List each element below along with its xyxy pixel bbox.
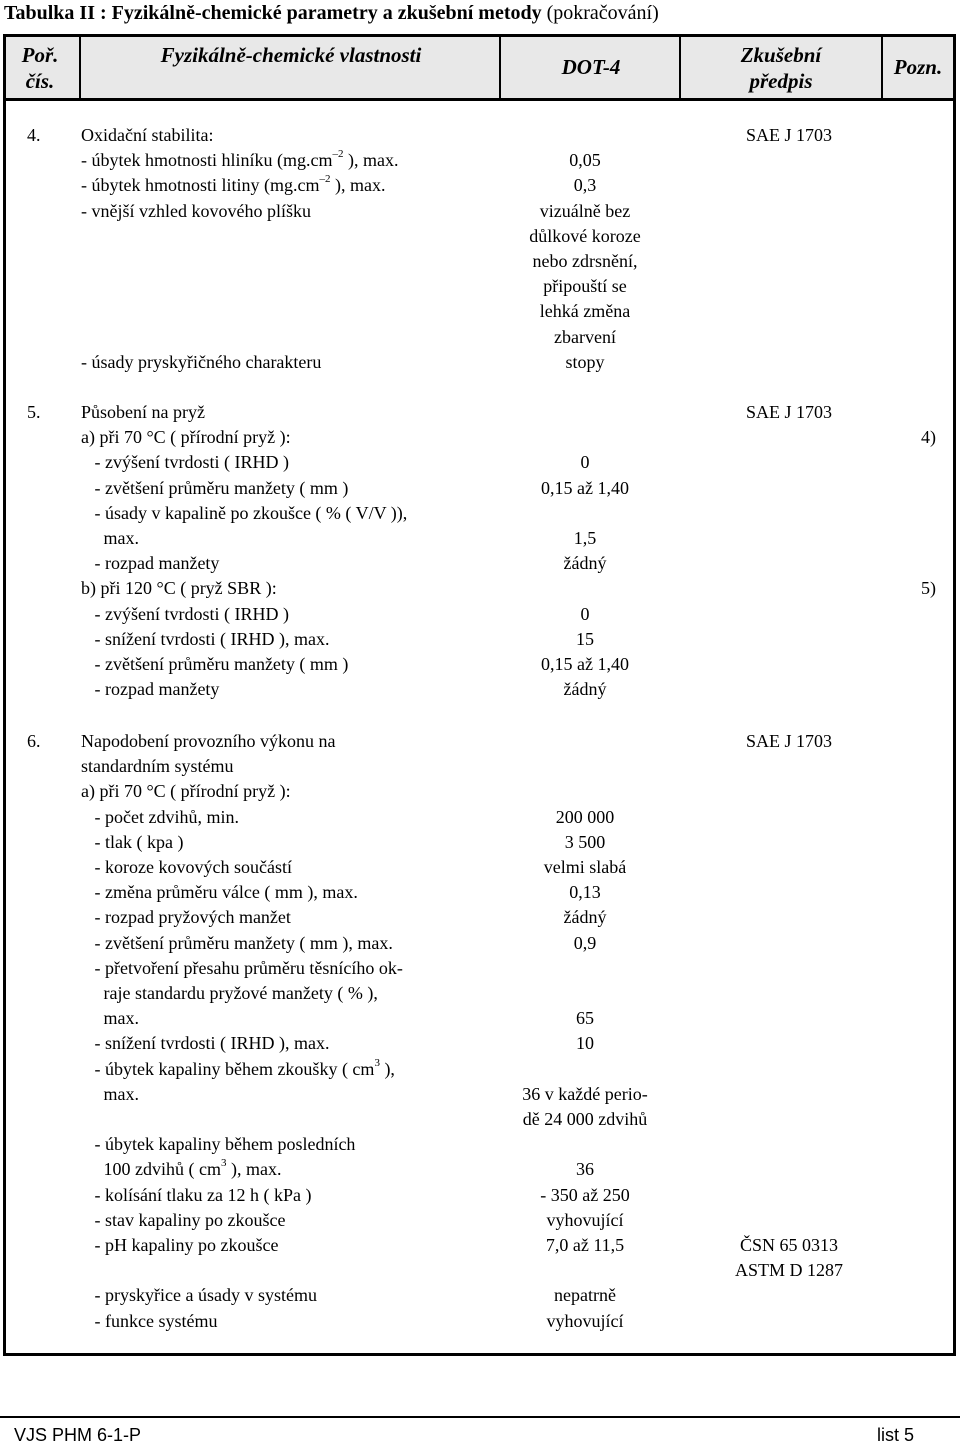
row-5-values: 0 0,15 až 1,40 1,5 žádný 0 15 0,15 až 1,40 žádný <box>541 452 629 700</box>
header-note: Pozn. <box>893 55 943 79</box>
row-6-number: 6. <box>27 731 41 751</box>
row-6-description: Napodobení provozního výkonu na standardním systému a) při 70 °C ( přírodní pryž ): - počet zdvihů, min. - tlak ( kpa ) - koroze kovových součástí - změna průměru válce ( mm ), max. - rozpad pryžových manžet - zvětšení průměru manžety ( mm ), max. - přetvoření přesahu průměru těsnícího ok- raje standardu pryžové manžety ( % ), max. - snížení tvrdosti ( IRHD ), max. - úbytek kapaliny během zkoušky ( $cm^3$ ), max. - úbytek kapaliny během posledních 100 zdvihů ( $cm^3$ ), max. - kolísání tlaku za 12 h ( kPa ) - stav kapaliny po zkoušce - pH kapaliny po zkoušce - pryskyřice a úsady v systému - funkce systému <box>81 731 403 1331</box>
row-4-number: 4. <box>27 125 41 145</box>
row-5-description: Působení na pryž a) při 70 °C ( přírodní pryž ): - zvýšení tvrdosti ( IRHD ) - zvětšení průměru manžety ( mm ) - úsady v kapalině po zkoušce ( % ( V/V )), max. - rozpad manžety b) při 120 °C ( pryž SBR ): - zvýšení tvrdosti ( IRHD ) - snížení tvrdosti ( IRHD ), max. - zvětšení průměru manžety ( mm ) - rozpad manžety <box>81 402 408 700</box>
row-4-description: Oxidační stabilita: - úbytek hmotnosti hliníku ($mg.cm^{-2}$ ), max. - úbytek hmotnosti litiny ($mg.cm^{-2}$ ), max. - vnější vzhled kovového plíšku - úsady pryskyřičného charakteru <box>81 125 399 372</box>
row-5-notes: 4) 5) <box>921 427 936 599</box>
header-num: Poř. čís. <box>21 43 59 93</box>
parameters-table <box>3 34 956 1356</box>
row-4-values: 0,05 0,3 vizuálně bez důlkové koroze nebo zdrsnění, připouští se lehká změna zbarvení stopy <box>529 150 641 372</box>
row-6-test-method-ph: ČSN 65 0313 ASTM D 1287 <box>734 1235 843 1281</box>
row-6-values: 200 000 3 500 velmi slabá 0,13 žádný 0,9 65 10 36 v každé perio- dě 24 000 zdvihů 36 - 350 až 250 vyhovující 7,0 až 11,5 nepatrně vyhovující <box>522 806 648 1331</box>
document-code: VJS PHM 6-1-P <box>14 1425 142 1445</box>
row-5-test-method: SAE J 1703 <box>745 402 832 422</box>
page-number: list 5 <box>876 1425 914 1445</box>
table-title: Tabulka II : Fyzikálně-chemické parametry a zkušební metody (pokračování) <box>4 2 659 24</box>
row-5-number: 5. <box>27 402 41 422</box>
row-6-test-method: SAE J 1703 <box>745 731 832 751</box>
footer-divider <box>0 1416 960 1418</box>
header-properties: Fyzikálně-chemické vlastnosti <box>160 43 422 67</box>
row-4-test-method: SAE J 1703 <box>745 125 832 145</box>
header-test: Zkušební předpis <box>740 43 822 93</box>
table-header <box>6 37 953 101</box>
header-dot4: DOT-4 <box>561 55 621 79</box>
